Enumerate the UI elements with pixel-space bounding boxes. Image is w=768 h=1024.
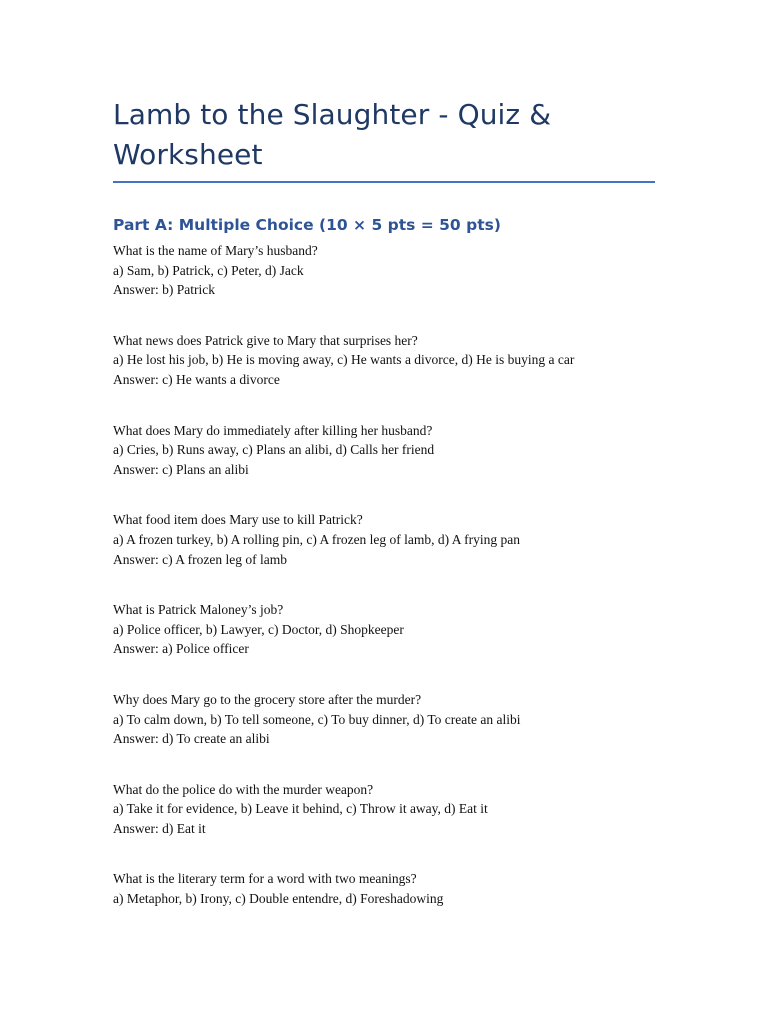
question-text: What is the literary term for a word with two meanings? <box>113 871 417 887</box>
question-item <box>113 690 655 749</box>
title-underline-rule <box>113 181 655 183</box>
question-options: a) To calm down, b) To tell someone, c) To buy dinner, d) To create an alibi <box>113 711 521 727</box>
question-text: What is the name of Mary’s husband? <box>113 243 318 258</box>
question-answer: Answer: a) Police officer <box>113 641 249 657</box>
question-options: a) He lost his job, b) He is moving away, c) He wants a divorce, d) He is buying a car <box>113 352 575 368</box>
document-title: Lamb to the Slaughter - Quiz & Worksheet <box>113 98 552 171</box>
question-text: What does Mary do immediately after killing her husband? <box>113 422 433 438</box>
document-page <box>113 95 655 940</box>
question-list <box>113 241 655 909</box>
question-options: a) Police officer, b) Lawyer, c) Doctor, d) Shopkeeper <box>113 621 404 637</box>
question-item <box>113 780 655 839</box>
question-answer: Answer: d) Eat it <box>113 820 206 836</box>
question-item <box>113 510 655 569</box>
question-options: a) Take it for evidence, b) Leave it behind, c) Throw it away, d) Eat it <box>113 801 488 817</box>
question-options: a) Cries, b) Runs away, c) Plans an alibi, d) Calls her friend <box>113 442 435 458</box>
question-item <box>113 869 655 908</box>
question-text: What is Patrick Maloney’s job? <box>113 602 284 618</box>
question-item <box>113 600 655 659</box>
question-text: What do the police do with the murder weapon? <box>113 781 374 797</box>
question-answer: Answer: b) Patrick <box>113 282 215 298</box>
question-text: What news does Patrick give to Mary that surprises her? <box>113 332 418 348</box>
question-text: Why does Mary go to the grocery store after the murder? <box>113 691 422 707</box>
question-item <box>113 421 655 480</box>
question-answer: Answer: c) Plans an alibi <box>113 461 249 477</box>
question-item <box>113 241 655 300</box>
question-options: a) A frozen turkey, b) A rolling pin, c) A frozen leg of lamb, d) A frying pan <box>113 531 521 547</box>
section-heading: Part A: Multiple Choice (10 × 5 pts = 50 pts) <box>113 216 501 234</box>
question-options: a) Sam, b) Patrick, c) Peter, d) Jack <box>113 262 304 278</box>
question-item <box>113 331 655 390</box>
question-answer: Answer: d) To create an alibi <box>113 731 270 747</box>
question-answer: Answer: c) A frozen leg of lamb <box>113 551 287 567</box>
question-answer: Answer: c) He wants a divorce <box>113 371 280 387</box>
question-options: a) Metaphor, b) Irony, c) Double entendre, d) Foreshadowing <box>113 891 444 907</box>
question-text: What food item does Mary use to kill Patrick? <box>113 512 363 528</box>
